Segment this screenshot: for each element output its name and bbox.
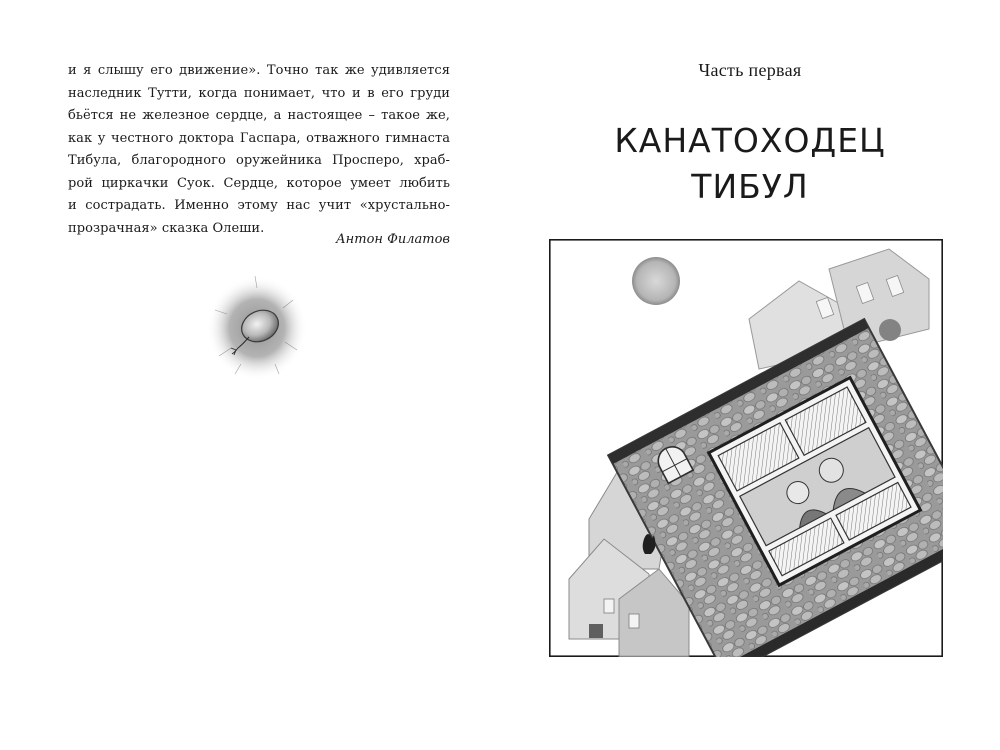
text-line: Тибула, благородного оружейника Просперо, храб-: [68, 153, 450, 168]
text-line: рой циркачки Суок. Сердце, которое умеет любить: [68, 175, 450, 191]
text-line: и сострадать. Именно этому нас учит «хрустально-: [68, 198, 450, 213]
text-line: как у честного доктора Гаспара, отважного гимнаста: [68, 130, 450, 146]
preface-paragraph: [68, 60, 450, 240]
text-line: и я слышу его движение». Точно так же удивляется: [68, 63, 450, 78]
right-page: [500, 0, 1000, 750]
text-line: наследник Тутти, когда понимает, что и в его груди: [68, 85, 450, 101]
author-signature: Антон Филатов: [335, 232, 450, 247]
text-line: бьётся не железное сердце, а настоящее – такое же,: [68, 108, 450, 123]
house-window-illustration: [549, 239, 943, 657]
text-line: прозрачная» сказка Олеши.: [68, 220, 265, 236]
chapter-title-line: КАНАТОХОДЕЦ: [614, 121, 886, 160]
balloon-vignette-icon: [205, 270, 310, 385]
chapter-title: [500, 118, 1000, 210]
part-label: Часть первая: [698, 60, 802, 80]
chapter-title-line: ТИБУЛ: [691, 167, 809, 206]
